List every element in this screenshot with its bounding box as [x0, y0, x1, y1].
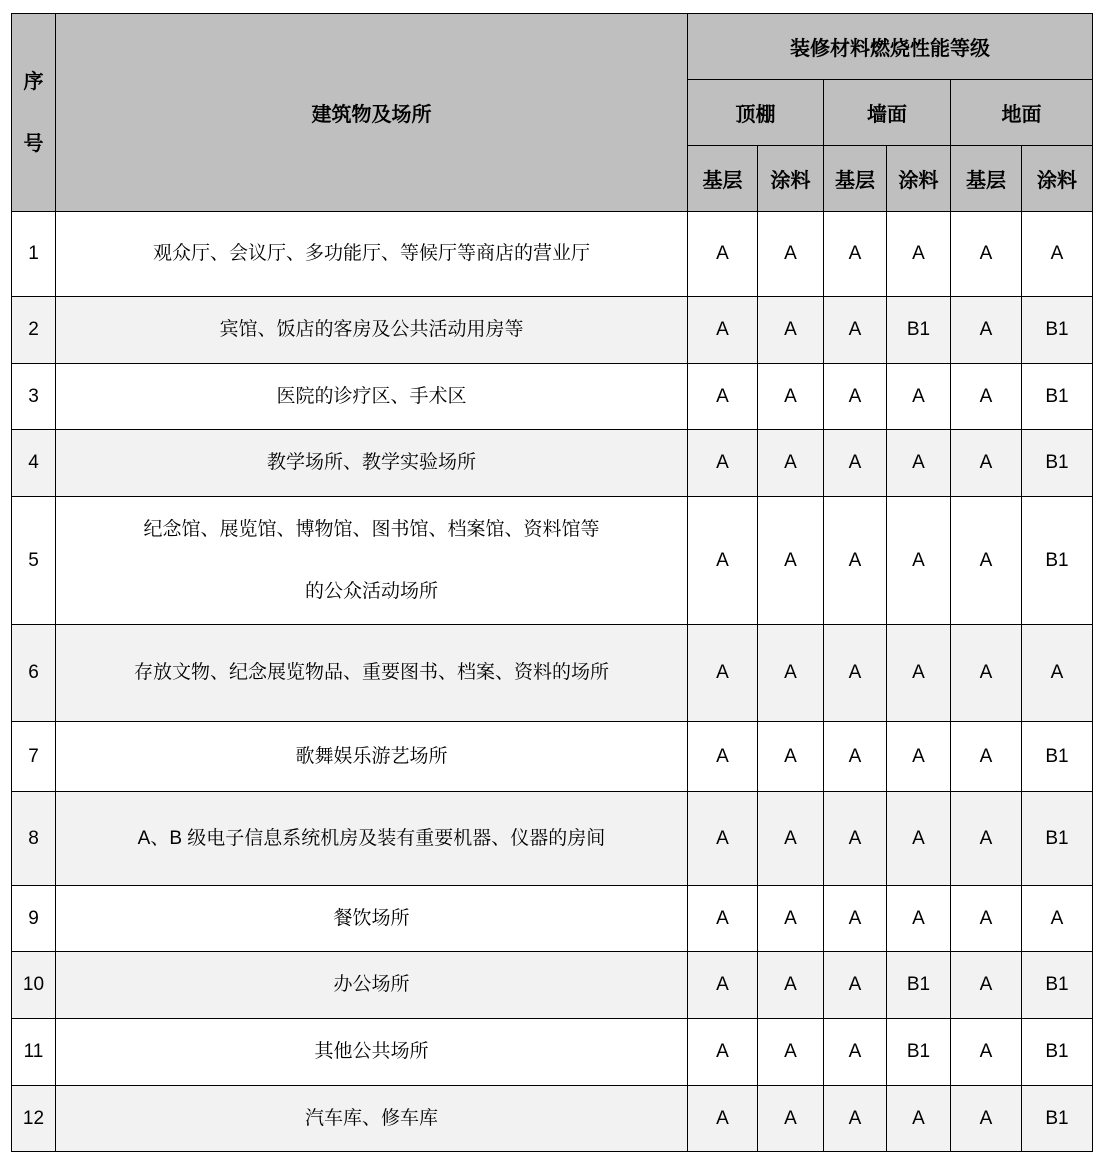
grade-cell: A: [758, 722, 824, 792]
row-place: [56, 364, 688, 430]
header-sub: 涂料: [1022, 146, 1093, 212]
row-number: 11: [12, 1019, 56, 1086]
grade-cell: A: [887, 430, 951, 497]
fire-rating-table: [11, 13, 1093, 1152]
row-place: [56, 952, 688, 1019]
row-number: 4: [12, 430, 56, 497]
grade-cell: B1: [1022, 430, 1093, 497]
header-ceiling: 顶棚: [688, 80, 824, 146]
table-row: [12, 1086, 1093, 1152]
grade-cell: A: [887, 364, 951, 430]
grade-cell: A: [887, 886, 951, 952]
row-place-line: 存放文物、纪念展览物品、重要图书、档案、资料的场所: [133, 662, 609, 683]
grade-cell: A: [951, 430, 1022, 497]
grade-cell: A: [887, 497, 951, 625]
row-place: [56, 1019, 688, 1086]
grade-cell: A: [951, 212, 1022, 297]
row-place-line: 教学场所、教学实验场所: [266, 452, 476, 473]
grade-cell: A: [758, 430, 824, 497]
row-number: 9: [12, 886, 56, 952]
grade-cell: A: [951, 364, 1022, 430]
header-sub: 涂料: [758, 146, 824, 212]
header-sub: 基层: [824, 146, 887, 212]
grade-cell: A: [887, 1086, 951, 1152]
row-number: 12: [12, 1086, 56, 1152]
grade-cell: A: [824, 430, 887, 497]
row-number: 6: [12, 625, 56, 722]
row-place: [56, 297, 688, 364]
row-place-line: 医院的诊疗区、手术区: [276, 385, 467, 407]
grade-cell: A: [951, 297, 1022, 364]
row-place-line: 办公场所: [333, 974, 410, 995]
grade-cell: A: [758, 1086, 824, 1152]
grade-cell: A: [758, 364, 824, 430]
grade-cell: A: [758, 625, 824, 722]
grade-cell: A: [824, 1086, 887, 1152]
grade-cell: A: [824, 722, 887, 792]
grade-cell: B1: [1022, 497, 1093, 625]
row-number: 5: [12, 497, 56, 625]
header-sub: 涂料: [887, 146, 951, 212]
grade-cell: A: [688, 212, 758, 297]
table-row: [12, 364, 1093, 430]
grade-cell: A: [688, 886, 758, 952]
row-place-line: 观众厅、会议厅、多功能厅、等候厅等商店的营业厅: [152, 243, 590, 264]
row-place-line: 歌舞娱乐游艺场所: [295, 745, 448, 767]
table-row: [12, 886, 1093, 952]
grade-cell: A: [688, 952, 758, 1019]
row-place-line: 汽车库、修车库: [304, 1107, 438, 1129]
row-place: [56, 625, 688, 722]
grade-cell: A: [758, 886, 824, 952]
row-place: [56, 1086, 688, 1152]
grade-cell: A: [951, 625, 1022, 722]
header-group: 装修材料燃烧性能等级: [688, 14, 1093, 80]
header-sub: 基层: [688, 146, 758, 212]
table-row: [12, 722, 1093, 792]
grade-cell: A: [887, 625, 951, 722]
row-place-line: 其他公共场所: [314, 1041, 429, 1062]
grade-cell: A: [951, 886, 1022, 952]
grade-cell: A: [951, 792, 1022, 886]
grade-cell: A: [824, 625, 887, 722]
grade-cell: A: [824, 952, 887, 1019]
table-row: [12, 497, 1093, 625]
grade-cell: A: [824, 792, 887, 886]
grade-cell: A: [758, 297, 824, 364]
row-place-line: 纪念馆、展览馆、博物馆、图书馆、档案馆、资料馆等: [143, 518, 600, 540]
table-row: [12, 212, 1093, 297]
grade-cell: A: [758, 1019, 824, 1086]
grade-cell: A: [824, 886, 887, 952]
grade-cell: A: [758, 952, 824, 1019]
grade-cell: A: [758, 212, 824, 297]
grade-cell: A: [951, 1086, 1022, 1152]
grade-cell: A: [951, 1019, 1022, 1086]
grade-cell: A: [688, 297, 758, 364]
grade-cell: B1: [1022, 792, 1093, 886]
grade-cell: A: [758, 792, 824, 886]
grade-cell: A: [951, 722, 1022, 792]
grade-cell: A: [688, 497, 758, 625]
table-row: [12, 625, 1093, 722]
grade-cell: A: [824, 364, 887, 430]
grade-cell: A: [688, 1019, 758, 1086]
row-number: 3: [12, 364, 56, 430]
row-place-line: 的公众活动场所: [304, 580, 438, 602]
grade-cell: A: [824, 1019, 887, 1086]
grade-cell: B1: [1022, 1019, 1093, 1086]
grade-cell: A: [1022, 212, 1093, 297]
row-place-line: 餐饮场所: [333, 907, 410, 929]
row-place: [56, 430, 688, 497]
grade-cell: B1: [887, 297, 951, 364]
row-number: 7: [12, 722, 56, 792]
grade-cell: B1: [1022, 1086, 1093, 1152]
header-place: 建筑物及场所: [56, 14, 688, 212]
grade-cell: B1: [887, 1019, 951, 1086]
header-sub: 基层: [951, 146, 1022, 212]
grade-cell: A: [688, 1086, 758, 1152]
row-place: [56, 722, 688, 792]
grade-cell: A: [824, 297, 887, 364]
table-row: [12, 297, 1093, 364]
table-row: [12, 792, 1093, 886]
grade-cell: A: [688, 625, 758, 722]
row-number: 2: [12, 297, 56, 364]
row-number: 8: [12, 792, 56, 886]
grade-cell: A: [951, 952, 1022, 1019]
table-row: [12, 952, 1093, 1019]
grade-cell: A: [951, 497, 1022, 625]
grade-cell: A: [1022, 886, 1093, 952]
grade-cell: A: [824, 497, 887, 625]
row-place: [56, 497, 688, 625]
grade-cell: A: [887, 722, 951, 792]
grade-cell: B1: [1022, 952, 1093, 1019]
header-floor: 地面: [951, 80, 1093, 146]
grade-cell: A: [688, 722, 758, 792]
header-seq: 序 号: [12, 14, 56, 212]
row-place: [56, 792, 688, 886]
table-row: [12, 430, 1093, 497]
row-place-line: A、B 级电子信息系统机房及装有重要机器、仪器的房间: [137, 827, 606, 849]
grade-cell: A: [1022, 625, 1093, 722]
grade-cell: A: [688, 430, 758, 497]
grade-cell: B1: [1022, 722, 1093, 792]
grade-cell: A: [688, 364, 758, 430]
row-number: 10: [12, 952, 56, 1019]
grade-cell: A: [758, 497, 824, 625]
grade-cell: A: [824, 212, 887, 297]
grade-cell: A: [688, 792, 758, 886]
table-row: [12, 1019, 1093, 1086]
grade-cell: B1: [1022, 364, 1093, 430]
grade-cell: B1: [887, 952, 951, 1019]
grade-cell: A: [887, 212, 951, 297]
row-place: [56, 212, 688, 297]
row-place-line: 宾馆、饭店的客房及公共活动用房等: [219, 319, 524, 340]
row-number: 1: [12, 212, 56, 297]
grade-cell: A: [887, 792, 951, 886]
header-wall: 墙面: [824, 80, 951, 146]
grade-cell: B1: [1022, 297, 1093, 364]
row-place: [56, 886, 688, 952]
